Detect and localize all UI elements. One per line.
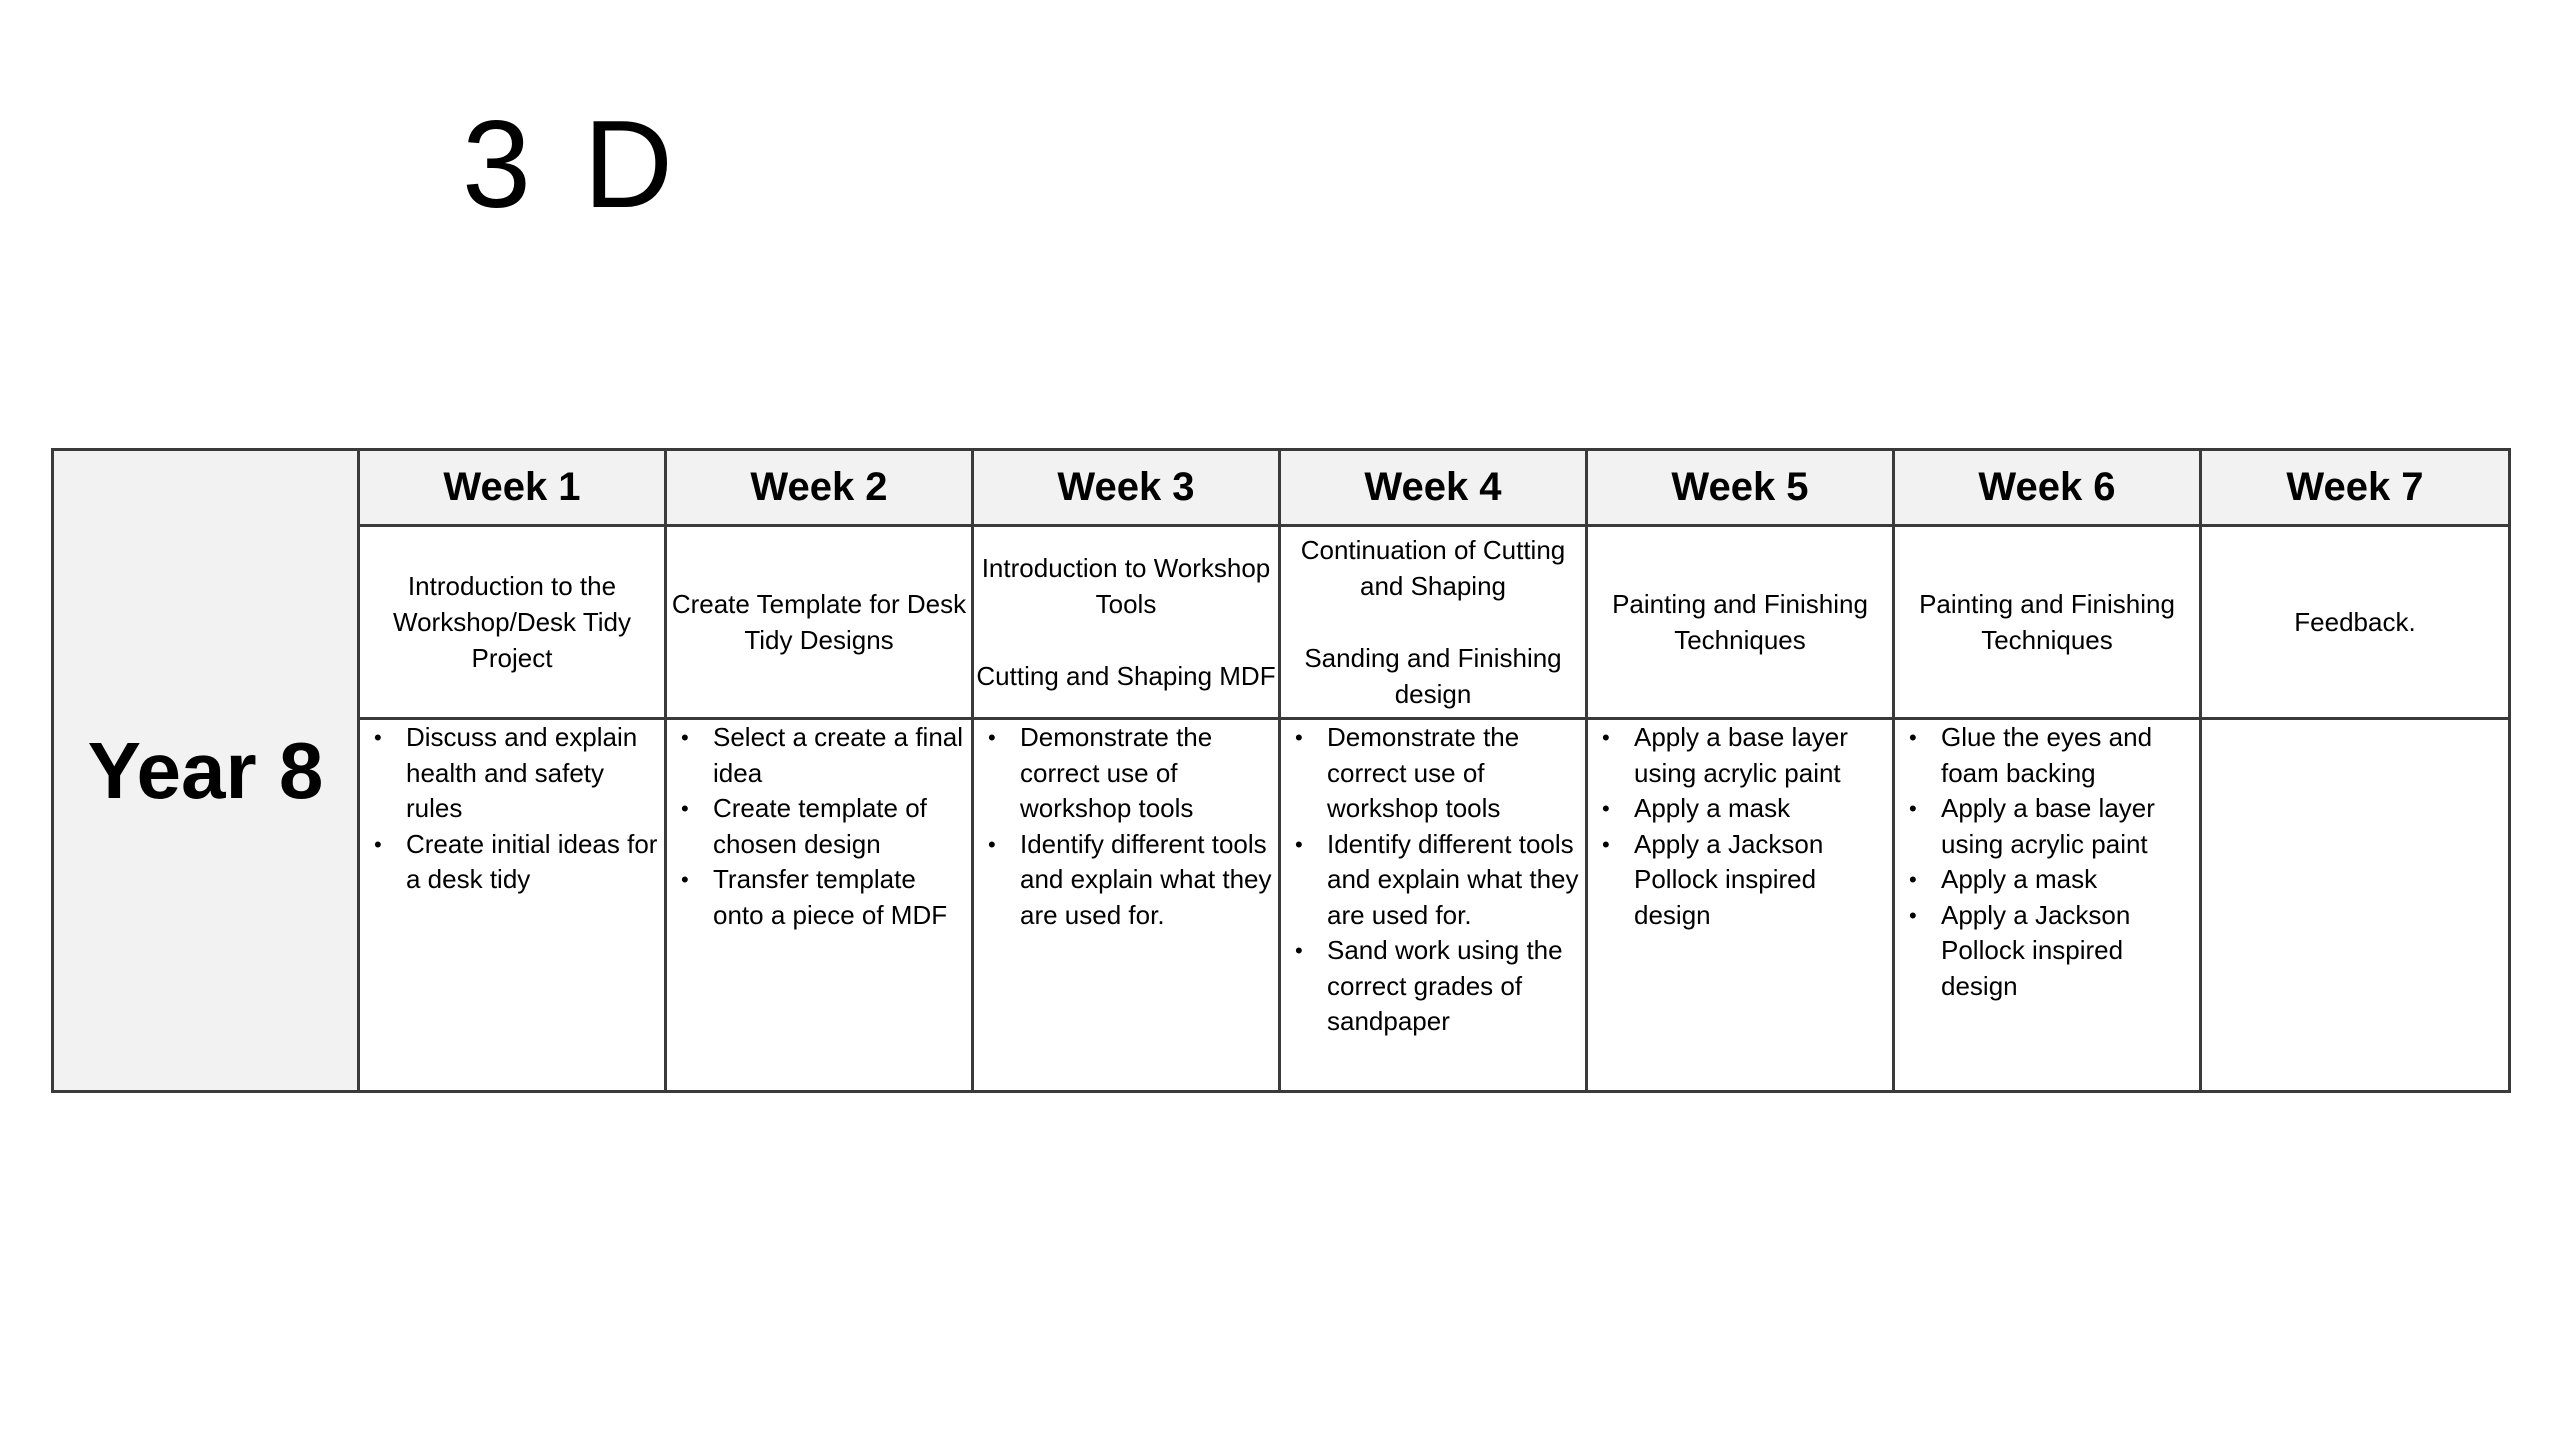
slide-title: 3 D [462, 96, 677, 234]
week-tasks-cell [973, 719, 1280, 1092]
task-item: • Apply a mask [1588, 791, 1892, 827]
topic-gap [974, 622, 1278, 658]
task-item: • Discuss and explain health and safety rules [360, 720, 664, 827]
topic-text: Continuation of Cutting and Shaping [1300, 535, 1566, 601]
week-topic-cell [1894, 526, 2201, 719]
task-item: • Identify different tools and explain what they are used for. [974, 827, 1278, 934]
week-heading: Week 6 [1894, 450, 2201, 526]
topic-text: Introduction to the Workshop/Desk Tidy Project [393, 571, 631, 673]
week-heading: Week 4 [1280, 450, 1587, 526]
week-heading: Week 2 [666, 450, 973, 526]
week-tasks-cell [359, 719, 666, 1092]
task-item: • Identify different tools and explain what they are used for. [1281, 827, 1585, 934]
task-item: • Apply a Jackson Pollock inspired design [1895, 898, 2199, 1005]
week-topic-cell [666, 526, 973, 719]
week-topic-cell [973, 526, 1280, 719]
task-list [360, 720, 664, 898]
task-list [1588, 720, 1892, 933]
task-item: • Select a create a final idea [667, 720, 971, 791]
task-item: • Sand work using the correct grades of sandpaper [1281, 933, 1585, 1040]
week-tasks-cell [1587, 719, 1894, 1092]
topic-gap [1281, 604, 1585, 640]
topic-row [53, 526, 2510, 719]
task-list [1281, 720, 1585, 1040]
week-heading: Week 7 [2201, 450, 2510, 526]
task-item: • Demonstrate the correct use of workshop tools [974, 720, 1278, 827]
week-tasks-cell [2201, 719, 2510, 1092]
task-item: • Transfer template onto a piece of MDF [667, 862, 971, 933]
task-item: • Apply a Jackson Pollock inspired design [1588, 827, 1892, 934]
task-item: • Create template of chosen design [667, 791, 971, 862]
week-tasks-cell [666, 719, 973, 1092]
topic-text: Sanding and Finishing design [1304, 643, 1562, 709]
task-list [1895, 720, 2199, 1004]
task-item: • Apply a base layer using acrylic paint [1895, 791, 2199, 862]
task-item: • Apply a base layer using acrylic paint [1588, 720, 1892, 791]
topic-text: Create Template for Desk Tidy Designs [671, 589, 967, 655]
year-label: Year 8 [87, 725, 324, 815]
week-tasks-cell [1280, 719, 1587, 1092]
week-topic-cell [1587, 526, 1894, 719]
week-topic-cell [2201, 526, 2510, 719]
week-tasks-cell [1894, 719, 2201, 1092]
topic-text: Introduction to Workshop Tools [981, 553, 1271, 619]
scheme-of-work-table [51, 448, 2511, 1093]
topic-text: Feedback. [2294, 607, 2416, 637]
week-heading: Week 5 [1587, 450, 1894, 526]
week-heading: Week 3 [973, 450, 1280, 526]
topic-text: Cutting and Shaping MDF [976, 661, 1276, 691]
task-item: • Glue the eyes and foam backing [1895, 720, 2199, 791]
week-topic-cell [1280, 526, 1587, 719]
task-list [974, 720, 1278, 933]
topic-text: Painting and Finishing Techniques [1919, 589, 2175, 655]
task-item: • Demonstrate the correct use of workshop tools [1281, 720, 1585, 827]
topic-text: Painting and Finishing Techniques [1612, 589, 1868, 655]
year-cell [53, 450, 359, 1092]
week-topic-cell [359, 526, 666, 719]
task-list [667, 720, 971, 933]
week-heading: Week 1 [359, 450, 666, 526]
week-header-row [53, 450, 2510, 526]
task-item: • Create initial ideas for a desk tidy [360, 827, 664, 898]
tasks-row [53, 719, 2510, 1092]
task-item: • Apply a mask [1895, 862, 2199, 898]
